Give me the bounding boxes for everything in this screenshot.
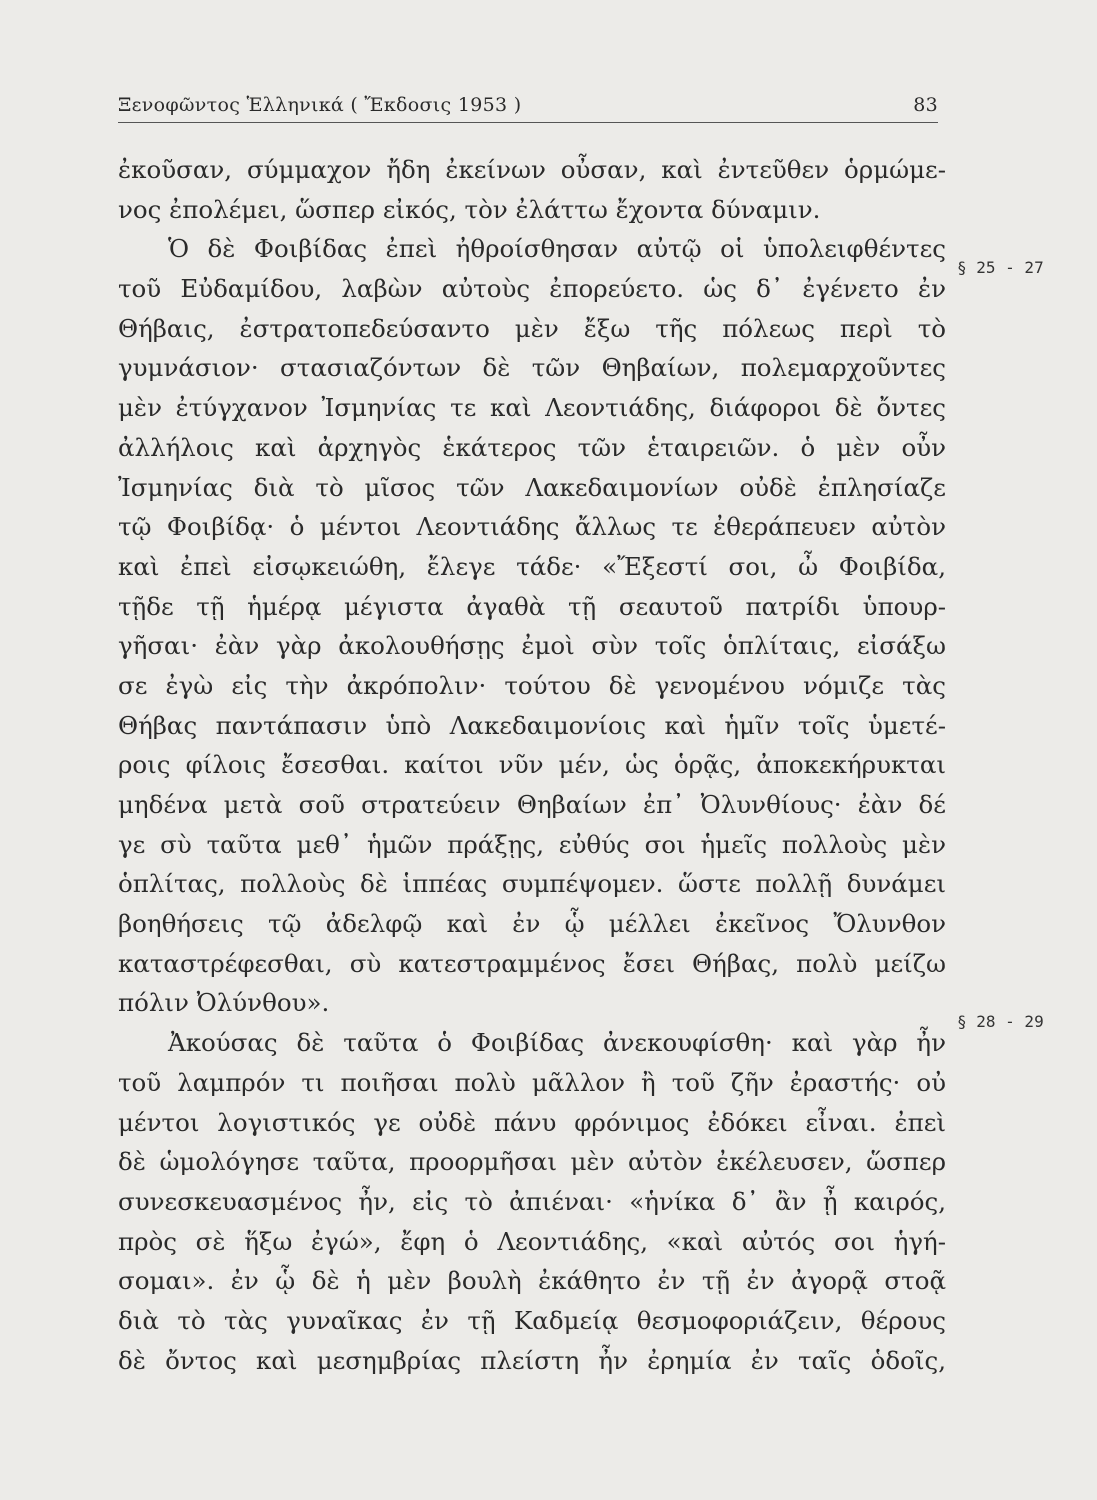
text-line: μὲν ἐτύγχανον Ἰσμηνίας τε καὶ Λεοντιάδης, διάφοροι δὲ ὄντες (118, 393, 946, 423)
text-line: πόλιν Ὀλύνθου». (118, 988, 330, 1018)
text-line: ὁπλίτας, πολλοὺς δὲ ἱππέας συμπέψομεν. ὥστε πολλῇ δυνάμει (118, 869, 946, 899)
text-line: νος ἐπολέμει, ὥσπερ εἰκός, τὸν ἐλάττω ἔχοντα δύναμιν. (118, 194, 821, 224)
text-line: βοηθήσεις τῷ ἀδελφῷ καὶ ἐν ᾧ μέλλει ἐκεῖνος Ὄλυνθον (118, 909, 946, 939)
text-line: διὰ τὸ τὰς γυναῖκας ἐν τῇ Καδμείᾳ θεσμοφοριάζειν, θέρους (118, 1305, 946, 1335)
text-line: Θήβας παντάπασιν ὑπὸ Λακεδαιμονίοις καὶ ἡμῖν τοῖς ὑμετέ- (118, 710, 946, 740)
text-line: Ὁ δὲ Φοιβίδας ἐπεὶ ἠθροίσθησαν αὐτῷ οἱ ὑπολειφθέντες (168, 234, 946, 264)
running-header (118, 92, 938, 123)
text-line: τῷ Φοιβίδᾳ· ὁ μέντοι Λεοντιάδης ἄλλως τε ἐθεράπευεν αὐτὸν (118, 512, 946, 542)
text-line: καταστρέφεσθαι, σὺ κατεστραμμένος ἔσει Θήβας, πολὺ μείζω (118, 948, 946, 978)
text-line: Ἀκούσας δὲ ταῦτα ὁ Φοιβίδας ἀνεκουφίσθη· καὶ γὰρ ἦν (168, 1028, 946, 1058)
text-line: Θήβαις, ἐστρατοπεδεύσαντο μὲν ἔξω τῆς πόλεως περὶ τὸ (118, 313, 946, 343)
text-line: συνεσκευασμένος ἦν, εἰς τὸ ἀπιέναι· «ἡνίκα δ᾿ ἂν ᾖ καιρός, (118, 1186, 946, 1216)
text-line: μηδένα μετὰ σοῦ στρατεύειν Θηβαίων ἐπ᾿ Ὀλυνθίους· ἐὰν δέ (118, 790, 946, 819)
text-line: τοῦ λαμπρόν τι ποιῆσαι πολὺ μᾶλλον ἢ τοῦ ζῆν ἐραστής· οὐ (118, 1067, 946, 1097)
header-title: Ξενοφῶντος Ἑλληνικά ( Ἔκδοσις 1953 ) (118, 94, 522, 116)
text-line: πρὸς σὲ ἥξω ἐγώ», ἔφη ὁ Λεοντιάδης, «καὶ αὐτός σοι ἡγή- (118, 1226, 946, 1256)
text-line: ἀλλήλοις καὶ ἀρχηγὸς ἑκάτερος τῶν ἑταιρειῶν. ὁ μὲν οὖν (118, 432, 946, 462)
page-number: 83 (913, 94, 938, 116)
text-line: τοῦ Εὐδαμίδου, λαβὼν αὐτοὺς ἐπορεύετο. ὡς δ᾿ ἐγένετο ἐν (118, 274, 946, 304)
text-line: σομαι». ἐν ᾧ δὲ ἡ μὲν βουλὴ ἐκάθητο ἐν τῇ ἐν ἀγορᾷ στοᾷ (118, 1266, 946, 1296)
text-line: ροις φίλοις ἔσεσθαι. καίτοι νῦν μέν, ὡς ὁρᾷς, ἀποκεκήρυκται (118, 750, 946, 780)
text-line: σε ἐγὼ εἰς τὴν ἀκρόπολιν· τούτου δὲ γενομένου νόμιζε τὰς (118, 670, 946, 700)
margin-section-note: § 28 - 29 (957, 1012, 1044, 1031)
text-line: γῆσαι· ἐὰν γὰρ ἀκολουθήσῃς ἐμοὶ σὺν τοῖς ὁπλίταις, εἰσάξω (118, 631, 946, 661)
text-line: τῇδε τῇ ἡμέρᾳ μέγιστα ἀγαθὰ τῇ σεαυτοῦ πατρίδι ὑπουρ- (118, 591, 946, 621)
margin-section-note: § 25 - 27 (957, 258, 1044, 277)
text-line: καὶ ἐπεὶ εἰσῳκειώθη, ἔλεγε τάδε· «Ἔξεστί σοι, ὦ Φοιβίδα, (118, 551, 946, 581)
text-line: μέντοι λογιστικός γε οὐδὲ πάνυ φρόνιμος ἐδόκει εἶναι. ἐπεὶ (118, 1107, 946, 1137)
main-text (118, 150, 946, 1380)
text-line: γε σὺ ταῦτα μεθ᾿ ἡμῶν πράξῃς, εὐθύς σοι ἡμεῖς πολλοὺς μὲν (118, 829, 946, 859)
text-line: δὲ ὄντος καὶ μεσημβρίας πλείστη ἦν ἐρημία ἐν ταῖς ὁδοῖς, (118, 1345, 946, 1375)
text-line: γυμνάσιον· στασιαζόντων δὲ τῶν Θηβαίων, πολεμαρχοῦντες (118, 353, 946, 383)
text-line: ἐκοῦσαν, σύμμαχον ἤδη ἐκείνων οὖσαν, καὶ ἐντεῦθεν ὁρμώμε- (118, 155, 946, 184)
text-line: Ἰσμηνίας διὰ τὸ μῖσος τῶν Λακεδαιμονίων οὐδὲ ἐπλησίαζε (118, 472, 946, 502)
text-line: δὲ ὡμολόγησε ταῦτα, προορμῆσαι μὲν αὐτὸν ἐκέλευσεν, ὥσπερ (118, 1147, 946, 1177)
